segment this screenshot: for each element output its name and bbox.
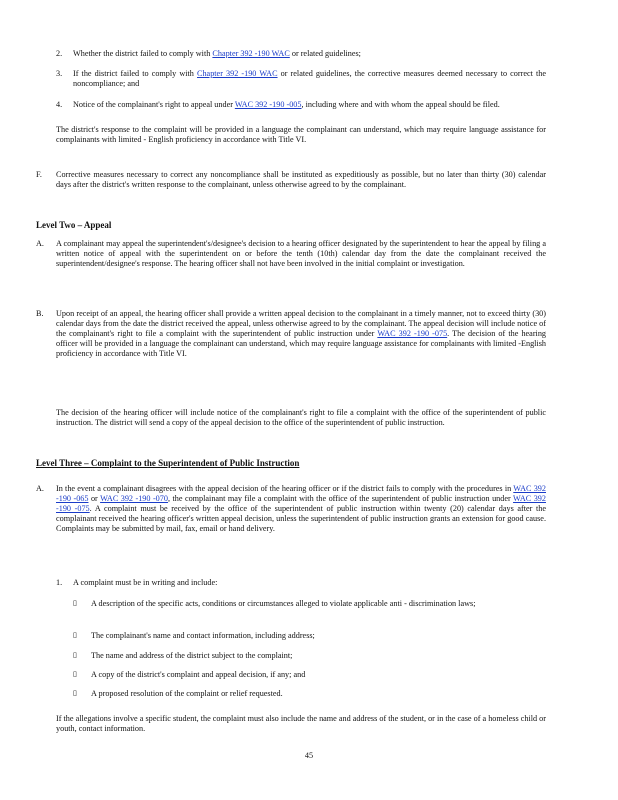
chapter-392-190-link-1[interactable]: Chapter 392 -190 WAC	[212, 49, 290, 58]
level-three-a-t1: In the event a complainant disagrees with the appeal decision of the hearing officer or if the district fails to comply with the procedures in	[56, 484, 514, 493]
item-3-post: or related guidelines, the corrective measures deemed necessary to correct the noncompliance; and	[73, 69, 546, 88]
item-2-text	[73, 49, 546, 59]
level-two-heading: Level Two – Appeal	[36, 220, 112, 230]
bullet-item: A description of the specific acts, conditions or circumstances alleged to violate applicable anti - discrimination laws;	[91, 599, 476, 608]
level-two-a-text: A complainant may appeal the superintendent's/designee's decision to a hearing officer designated by the superintendent to hear the appeal by filing a written notice of appeal with the superintendent on or before the tenth (10th) calendar day from the date the complainant received the superintendent/designee's response. The hearing officer shall not have been involved in the initial complaint or investigation.	[56, 239, 546, 268]
level-two-a-label: A.	[36, 239, 44, 248]
bullet-item: The complainant's name and contact information, including address;	[91, 631, 315, 640]
item-4-text	[73, 100, 546, 110]
bullet-icon: ▯	[73, 670, 77, 678]
level-two-b-label: B.	[36, 309, 44, 318]
language-assistance-paragraph: The district's response to the complaint will be provided in a language the complainant can understand, which may require language assistance for complainants with limited - English proficiency in accordance with Title VI.	[56, 125, 546, 144]
sub-item-1-label: 1.	[56, 578, 63, 587]
item-3-pre: If the district failed to comply with	[73, 69, 197, 78]
wac-392-190-005-link[interactable]: WAC 392 -190 -005	[234, 100, 302, 109]
wac-392-190-075-link-2[interactable]: WAC 392 -190 -075	[56, 494, 546, 513]
bullet-icon: ▯	[73, 631, 77, 639]
wac-392-190-070-link[interactable]: WAC 392 -190 -070	[100, 494, 168, 503]
wac-392-190-075-link-1[interactable]: WAC 392 -190 -075	[377, 329, 448, 338]
level-three-a-t2: or	[88, 494, 101, 503]
level-three-a-t4: . A complaint must be received by the office of the superintendent of public instruction within twenty (20) calendar days after the complainant received the hearing officer's written appeal decision, unless the superintendent of public instruction grants an extension for good cause. Complaints may be submitted by mail, fax, email or hand delivery.	[56, 504, 547, 533]
level-three-a-label: A.	[36, 484, 44, 493]
level-three-heading: Level Three – Complaint to the Superintendent of Public Instruction	[36, 458, 300, 468]
level-three-a-t3: , the complainant may file a complaint with the office of the superintendent of public instruction under	[167, 494, 514, 503]
item-2-label: 2.	[56, 49, 63, 58]
decision-paragraph: The decision of the hearing officer will include notice of the complainant's right to file a complaint with the office of the superintendent of public instruction. The district will send a copy of the appeal decision to the office of the superintendent of public instruction.	[56, 408, 546, 427]
item-f-label: F.	[36, 170, 42, 179]
item-2-post: or related guidelines;	[289, 49, 361, 58]
level-two-b-post: . The decision of the hearing officer will be provided in a language the complainant can understand, which may require language assistance for complainants with limited -English proficiency in accordance with Title VI.	[56, 329, 547, 358]
bullet-item: The name and address of the district subject to the complaint;	[91, 651, 293, 660]
bullet-item: A copy of the district's complaint and appeal decision, if any; and	[91, 670, 306, 679]
bullet-icon: ▯	[73, 651, 77, 659]
level-two-b-pre: Upon receipt of an appeal, the hearing officer shall provide a written appeal decision to the complainant in a timely manner, not to exceed thirty (30) calendar days from the date the district received the appeal, unless otherwise agreed to by the complainant. The appeal decision will include notice of the complainant's right to file a complaint with the superintendent of public instruction under	[56, 309, 546, 338]
page-number: 45	[304, 751, 314, 760]
chapter-392-190-link-2[interactable]: Chapter 392 -190 WAC	[197, 69, 278, 78]
item-3-text	[73, 69, 546, 89]
item-4-label: 4.	[56, 100, 63, 109]
item-3-label: 3.	[56, 69, 63, 78]
item-4-post: , including where and with whom the appeal should be filed.	[301, 100, 500, 109]
item-f-text: Corrective measures necessary to correct any noncompliance shall be instituted as expeditiously as possible, but no later than thirty (30) calendar days after the district's written response to the complainant, unless otherwise agreed to by the complainant.	[56, 170, 546, 189]
wac-392-190-065-link[interactable]: WAC 392 -190 -065	[56, 484, 546, 503]
level-two-b-text	[56, 309, 546, 359]
sub-item-1-text: A complaint must be in writing and include:	[73, 578, 218, 587]
closing-paragraph: If the allegations involve a specific student, the complaint must also include the name and address of the student, or in the case of a homeless child or youth, contact information.	[56, 714, 546, 733]
item-2-pre: Whether the district failed to comply with	[73, 49, 213, 58]
level-three-a-text	[56, 484, 546, 534]
bullet-icon: ▯	[73, 599, 77, 607]
bullet-item: A proposed resolution of the complaint or relief requested.	[91, 689, 283, 698]
bullet-icon: ▯	[73, 689, 77, 697]
item-4-pre: Notice of the complainant's right to appeal under	[73, 100, 235, 109]
